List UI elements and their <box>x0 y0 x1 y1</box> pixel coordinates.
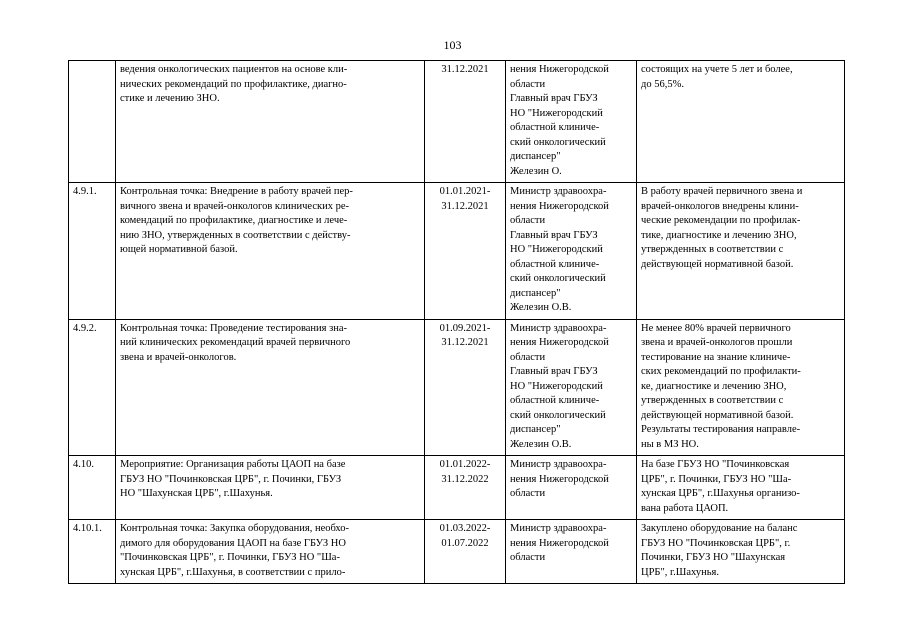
page-number: 103 <box>443 38 462 52</box>
responsible-cell: нения Нижегородской области Главный врач ГБУЗ НО "Нижегородский областной клиниче- ский онкологический диспансер" Железин О. <box>506 61 637 183</box>
result-cell: В работу врачей первичного звена и врачей-онкологов внедрены клини- ческие рекомендации по профилак- тике, диагностике и лечению ЗНО, утвержденных в соответствии с действующей нормативной базой. <box>637 183 845 320</box>
table-row <box>69 319 845 456</box>
description-cell: ведения онкологических пациентов на основе кли- нических рекомендаций по профилактике, диагно- стике и лечению ЗНО. <box>116 61 425 183</box>
dates-cell: 01.09.2021- 31.12.2021 <box>425 319 506 456</box>
item-number-cell: 4.10.1. <box>69 520 116 584</box>
result-cell: Не менее 80% врачей первичного звена и врачей-онкологов прошли тестирование на знание клиниче- ских рекомендаций по профилакти- ке, диагностике и лечению ЗНО, утвержденных в соответствии с действующей нормативной базой. Результаты тестирования направле- ны в МЗ НО. <box>637 319 845 456</box>
description-cell: Контрольная точка: Внедрение в работу врачей пер- вичного звена и врачей-онкологов клинических ре- комендаций по профилактике, диагностике и лече- нию ЗНО, утвержденных в соответствии с действу- ющей нормативной базой. <box>116 183 425 320</box>
result-cell: состоящих на учете 5 лет и более, до 56,5%. <box>637 61 845 183</box>
table-row <box>69 61 845 183</box>
item-number-cell: 4.10. <box>69 456 116 520</box>
dates-cell: 31.12.2021 <box>425 61 506 183</box>
table-row <box>69 520 845 584</box>
responsible-cell: Министр здравоохра- нения Нижегородской области <box>506 456 637 520</box>
item-number-cell: 4.9.2. <box>69 319 116 456</box>
responsible-cell: Министр здравоохра- нения Нижегородской области Главный врач ГБУЗ НО "Нижегородский областной клиниче- ский онкологический диспансер" Железин О.В. <box>506 183 637 320</box>
description-cell: Мероприятие: Организация работы ЦАОП на базе ГБУЗ НО "Починковская ЦРБ", г. Починки, ГБУЗ НО "Шахунская ЦРБ", г.Шахунья. <box>116 456 425 520</box>
description-cell: Контрольная точка: Закупка оборудования, необхо- димого для оборудования ЦАОП на базе ГБУЗ НО "Починковская ЦРБ", г. Починки, ГБУЗ НО "Ша- хунская ЦРБ", г.Шахунья, в соответствии с прило- <box>116 520 425 584</box>
item-number-cell: 4.9.1. <box>69 183 116 320</box>
dates-cell: 01.03.2022- 01.07.2022 <box>425 520 506 584</box>
plan-table <box>68 60 845 584</box>
result-cell: Закуплено оборудование на баланс ГБУЗ НО "Починковская ЦРБ", г. Починки, ГБУЗ НО "Шахунская ЦРБ", г.Шахунья. <box>637 520 845 584</box>
table-row <box>69 183 845 320</box>
table-row <box>69 456 845 520</box>
responsible-cell: Министр здравоохра- нения Нижегородской области <box>506 520 637 584</box>
dates-cell: 01.01.2022- 31.12.2022 <box>425 456 506 520</box>
dates-cell: 01.01.2021- 31.12.2021 <box>425 183 506 320</box>
result-cell: На базе ГБУЗ НО "Починковская ЦРБ", г. Починки, ГБУЗ НО "Ша- хунская ЦРБ", г.Шахунья организо- вана работа ЦАОП. <box>637 456 845 520</box>
description-cell: Контрольная точка: Проведение тестирования зна- ний клинических рекомендаций врачей первичного звена и врачей-онкологов. <box>116 319 425 456</box>
responsible-cell: Министр здравоохра- нения Нижегородской области Главный врач ГБУЗ НО "Нижегородский областной клиниче- ский онкологический диспансер" Железин О.В. <box>506 319 637 456</box>
item-number-cell <box>69 61 116 183</box>
